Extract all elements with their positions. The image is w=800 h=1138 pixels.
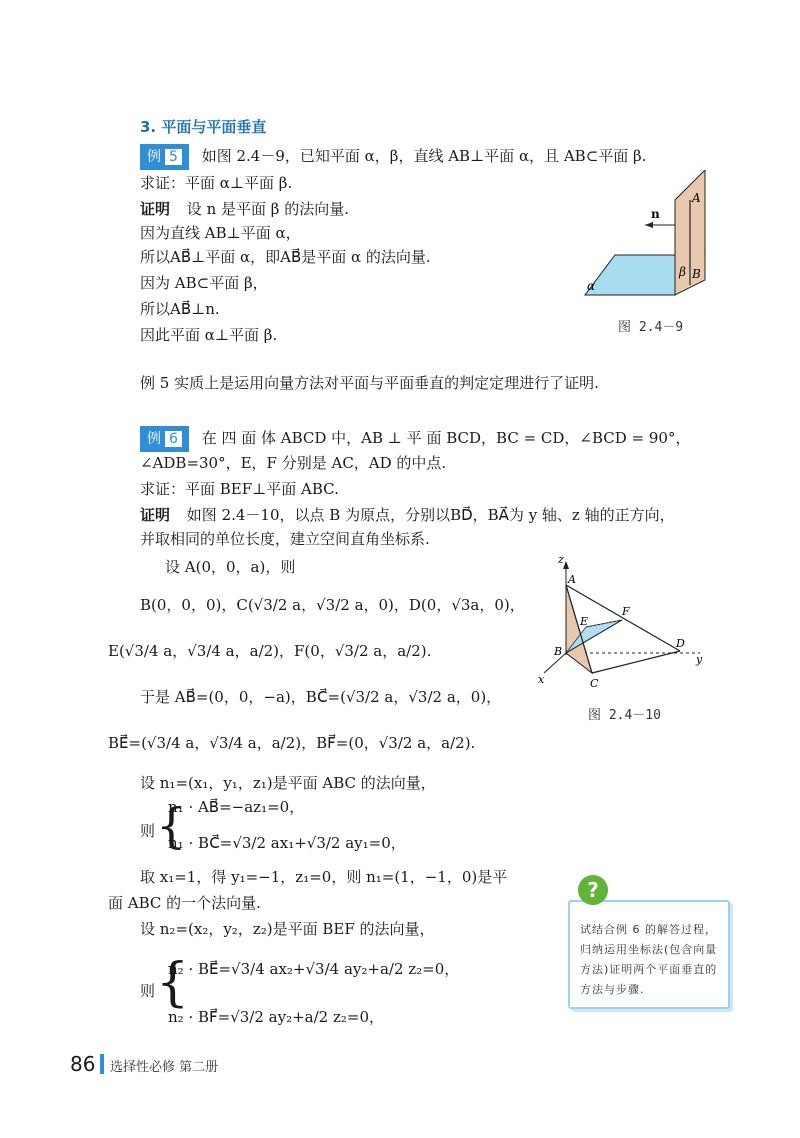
fig9-label-a: A — [692, 191, 701, 205]
fig10-label-y: y — [696, 653, 703, 666]
example5-tag: 例 5 — [140, 144, 189, 170]
example5-statement: 如图 2.4－9，已知平面 α，β，直线 AB⊥平面 α，且 AB⊂平面 β. — [201, 147, 647, 165]
brace-2: { — [156, 953, 190, 1013]
figure-2-4-10-caption: 图 2.4－10 — [588, 708, 661, 723]
example6-then-1: 则 — [140, 822, 156, 840]
example6-n2-eq-1: n₂ · BE⃗=√3/4 ax₂+√3/4 ay₂+a/2 z₂=0， — [168, 960, 460, 978]
example5-remark: 例 5 实质上是运用向量方法对平面与平面垂直的判定定理进行了证明. — [140, 374, 599, 392]
figure-2-4-9 — [575, 170, 725, 330]
example5-proof-line-5: 因此平面 α⊥平面 β. — [140, 326, 278, 344]
edge-cd — [592, 651, 680, 673]
example6-take-1: 取 x₁=1，得 y₁=−1，z₁=0，则 n₁=(1，−1，0)是平 — [140, 868, 508, 886]
axis-z-arrow — [563, 561, 569, 569]
example5-proof-line-0: 证明 设 n 是平面 β 的法向量. — [140, 200, 349, 218]
example6-proof-line-2: 并取相同的单位长度，建立空间直角坐标系. — [140, 530, 430, 548]
example6-tag: 例 6 — [140, 426, 189, 452]
fig10-label-z: z — [558, 555, 564, 566]
footer-divider — [100, 1054, 104, 1074]
example5-proof-line-3: 因为 AB⊂平面 β， — [140, 274, 268, 292]
example6-n1-eq-1: n₁ · AB⃗=−az₁=0， — [168, 798, 305, 816]
example6-vectors-2: BE⃗=(√3/4 a，√3/4 a，a/2)，BF⃗=(0，√3/2 a，a/2). — [108, 734, 476, 752]
example6-vectors-1: 于是 AB⃗=(0，0，−a)，BC⃗=(√3/2 a，√3/2 a，0)， — [140, 688, 502, 706]
example5-proof-label: 证明 — [140, 200, 171, 218]
fig9-label-beta: β — [679, 265, 686, 279]
example5-prove: 求证：平面 α⊥平面 β. — [140, 174, 293, 192]
figure-2-4-9-caption: 图 2.4－9 — [618, 320, 684, 335]
tip-box — [568, 900, 730, 1009]
fig9-label-b: B — [692, 267, 701, 281]
brace-1: { — [156, 798, 187, 854]
example5-proof-line-4: 所以AB⃗⊥n. — [140, 300, 220, 318]
normal-arrowhead — [645, 222, 653, 228]
tip-text: 试结合例 6 的解答过程，归纳运用坐标法(包含向量方法)证明两个平面垂直的方法与步骤. — [580, 923, 718, 996]
example6-statement-line-1: 例 6 在 四 面 体 ABCD 中，AB ⊥ 平 面 BCD，BC = CD，∠BCD = 90°， — [140, 426, 690, 452]
example6-n1-definition: 设 n₁=(x₁，y₁，z₁)是平面 ABC 的法向量， — [140, 774, 436, 792]
example6-proof-label: 证明 — [140, 506, 171, 524]
fig10-label-f: F — [622, 605, 630, 618]
fig10-label-x: x — [538, 673, 545, 686]
section-title: 3. 平面与平面垂直 — [140, 118, 267, 136]
fig10-label-d: D — [676, 637, 685, 650]
page-number: 86 — [70, 1052, 96, 1076]
example6-statement-line-2: ∠ADB=30°，E，F 分别是 AC，AD 的中点. — [140, 454, 447, 472]
question-icon: ? — [578, 875, 608, 905]
example6-n1-eq-2: n₁ · BC⃗=√3/2 ax₁+√3/2 ay₁=0， — [168, 834, 406, 852]
fig10-label-b: B — [554, 645, 563, 658]
example6-n2-definition: 设 n₂=(x₂，y₂，z₂)是平面 BEF 的法向量， — [140, 920, 435, 938]
fig10-label-e: E — [580, 615, 589, 628]
example6-coords-2: E(√3/4 a，√3/4 a，a/2)，F(0，√3/2 a，a/2). — [108, 642, 432, 660]
fig10-label-c: C — [590, 677, 599, 690]
example6-coords-1: B(0，0，0)，C(√3/2 a，√3/2 a，0)，D(0，√3a，0)， — [140, 596, 525, 614]
example5-proof-line-2: 所以AB⃗⊥平面 α，即AB⃗是平面 α 的法向量. — [140, 248, 431, 266]
example6-prove: 求证：平面 BEF⊥平面 ABC. — [140, 480, 339, 498]
example6-then-2: 则 — [140, 982, 156, 1000]
example6-proof-line-1: 证明 如图 2.4－10，以点 B 为原点，分别以BD⃗，BA⃗为 y 轴、z 轴的正方向， — [140, 506, 675, 524]
example5-proof-line-1: 因为直线 AB⊥平面 α， — [140, 224, 301, 242]
example5-statement-line — [140, 144, 646, 170]
fig9-label-n: n — [651, 207, 660, 221]
figure-2-4-10 — [530, 555, 720, 695]
fig10-label-a: A — [568, 573, 576, 586]
fig9-label-alpha: α — [587, 279, 596, 293]
book-title: 选择性必修 第二册 — [110, 1060, 219, 1075]
example6-n2-eq-2: n₂ · BF⃗=√3/2 ay₂+a/2 z₂=0， — [168, 1008, 384, 1026]
example6-take-2: 面 ABC 的一个法向量. — [108, 894, 261, 912]
example6-set-a: 设 A(0，0，a)，则 — [165, 558, 296, 576]
